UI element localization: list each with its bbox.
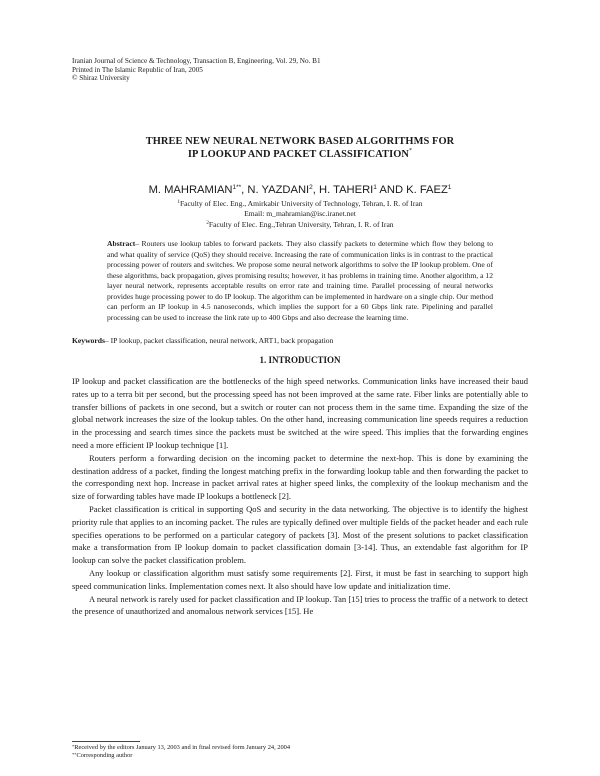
title-line-2 bbox=[72, 148, 528, 161]
author-sup: 2 bbox=[309, 184, 313, 191]
footnote-1-mark: * bbox=[72, 744, 75, 749]
footnote-1-text: Received by the editors January 13, 2003 and in final revised form January 24, 2004 bbox=[74, 744, 291, 751]
section-body bbox=[72, 375, 528, 618]
affiliation-2-sup: 2 bbox=[206, 220, 209, 226]
journal-line-3: © Shiraz University bbox=[72, 74, 130, 83]
body-paragraph: A neural network is rarely used for packet classification and IP lookup. Tan [15] tries to process the traffic of a network to detect the presence of unauthorized and anomalous network services [15]. He bbox=[72, 593, 528, 617]
paper-title bbox=[72, 135, 528, 161]
footnotes bbox=[72, 744, 528, 761]
author-email: Email: m_mahramian@isc.iranet.net bbox=[244, 209, 356, 219]
journal-line-2: Printed in The Islamic Republic of Iran, 2005 bbox=[72, 65, 203, 74]
affiliations bbox=[72, 199, 528, 230]
affiliation-1-text: Faculty of Elec. Eng., Amirkabir University of Technology, Tehran, I. R. of Iran bbox=[179, 199, 423, 208]
journal-line-1: Iranian Journal of Science & Technology, Transaction B, Engineering, Vol. 29, No. B1 bbox=[72, 57, 321, 65]
author-name: H. TAHERI bbox=[318, 184, 374, 196]
title-line-1: THREE NEW NEURAL NETWORK BASED ALGORITHMS FOR bbox=[145, 136, 455, 147]
author-name: K. FAEZ bbox=[406, 184, 448, 196]
body-paragraph: IP lookup and packet classification are the bottlenecks of the high speed networks. Communication links have increased their baud rates up to a terra bit per second, but the processing speed has not been improved at the same rate. Fiber links are potentially able to transfer billions of packets in one second, but a switch or router can not process them in the same time. Expanding the size of the global network increases the size of the lookup tables. On the other hand, increasing communication line speeds requires a reduction in the processing and search times since the packets must be switched at the wire speed. This implies that the forwarding engines need a more efficient IP lookup technique [1]. bbox=[72, 376, 528, 450]
author-separator: , bbox=[312, 184, 319, 196]
abstract-text: – Routers use lookup tables to forward packets. They also classify packets to determine which flow they belong to and what quality of service (QoS) they should receive. Increasing the rate of communication links is in contrast to the practical processing power of routers and switches. We propose some neural network algorithms to solve the IP lookup problem. One of these algorithms, back propagation, gives promising results; however, it has problems in training time. Another algorithm, a 12 layer neural network, represents acceptable results on error rate and training time. Parallel processing of neural networks provides huge processing power to do IP lookup. The algorithm can be implemented in hardware on a single chip. Our method can perform an IP lookup in 4.5 nanoseconds, which implies the support for a 60 Gbps link rate. Pipelining and parallel processing can be used to increase the link rate up to 400 Gbps and also decrease the learning time. bbox=[107, 239, 493, 322]
footnote-2 bbox=[72, 752, 528, 760]
footnote-divider bbox=[72, 741, 140, 742]
footnote-2-mark: ** bbox=[72, 752, 77, 758]
abstract bbox=[107, 239, 493, 323]
affiliation-2 bbox=[72, 220, 528, 230]
affiliation-1 bbox=[72, 199, 528, 209]
keywords bbox=[72, 336, 528, 346]
author-separator: AND bbox=[376, 184, 407, 196]
keywords-text: – IP lookup, packet classification, neural network, ART1, back propagation bbox=[104, 336, 334, 345]
title-footnote-mark: * bbox=[409, 148, 413, 154]
author-sup: 1 bbox=[373, 184, 377, 191]
section-heading: 1. INTRODUCTION bbox=[259, 355, 341, 365]
author-list bbox=[72, 183, 528, 197]
footnote-2-text: Corresponding author bbox=[76, 752, 133, 760]
author-sup: 1 bbox=[447, 184, 452, 191]
author-name: N. YAZDANI bbox=[247, 184, 310, 196]
author-name: M. MAHRAMIAN bbox=[148, 184, 233, 196]
body-paragraph: Any lookup or classification algorithm must satisfy some requirements [2]. First, it must be fast in searching to support high speed communication links. Implementation comes next. It also should have low update and initialization time. bbox=[72, 567, 528, 591]
author-separator: , bbox=[241, 184, 248, 196]
body-paragraph: Routers perform a forwarding decision on the incoming packet to determine the next-hop. This is done by examining the destination address of a packet, finding the longest matching prefix in the forwarding lookup table and then forwarding the packet to the corresponding next hop. Increase in packet arrival rates at higher speed links, the complexity of the lookup mechanism and the size of forwarding tables have made IP lookups a bottleneck [2]. bbox=[72, 452, 528, 502]
affiliation-1-sup: 1 bbox=[177, 200, 180, 205]
abstract-label: Abstract bbox=[107, 239, 136, 248]
footnote-1 bbox=[72, 744, 528, 752]
affiliation-2-text: Faculty of Elec. Eng.,Tehran University, Tehran, I. R. of Iran bbox=[208, 219, 394, 229]
author-sup: 1** bbox=[232, 184, 242, 191]
keywords-label: Keywords bbox=[72, 336, 105, 345]
journal-header bbox=[72, 57, 321, 83]
title-line-2-text: IP LOOKUP AND PACKET CLASSIFICATION bbox=[187, 149, 410, 160]
body-paragraph: Packet classification is critical in supporting QoS and security in the data networking. The objective is to identify the highest priority rule that applies to an incoming packet. The rules are typically defined over multiple fields of the packet header and each rule specifies operations to be performed on a particular category of packets [3]. Most of the present solutions to packet classification make a transformation from IP lookup domain to packet classification domain [3-14]. Thus, an extendable fast algorithm for IP lookup can solve the packet classification problem. bbox=[72, 503, 528, 566]
